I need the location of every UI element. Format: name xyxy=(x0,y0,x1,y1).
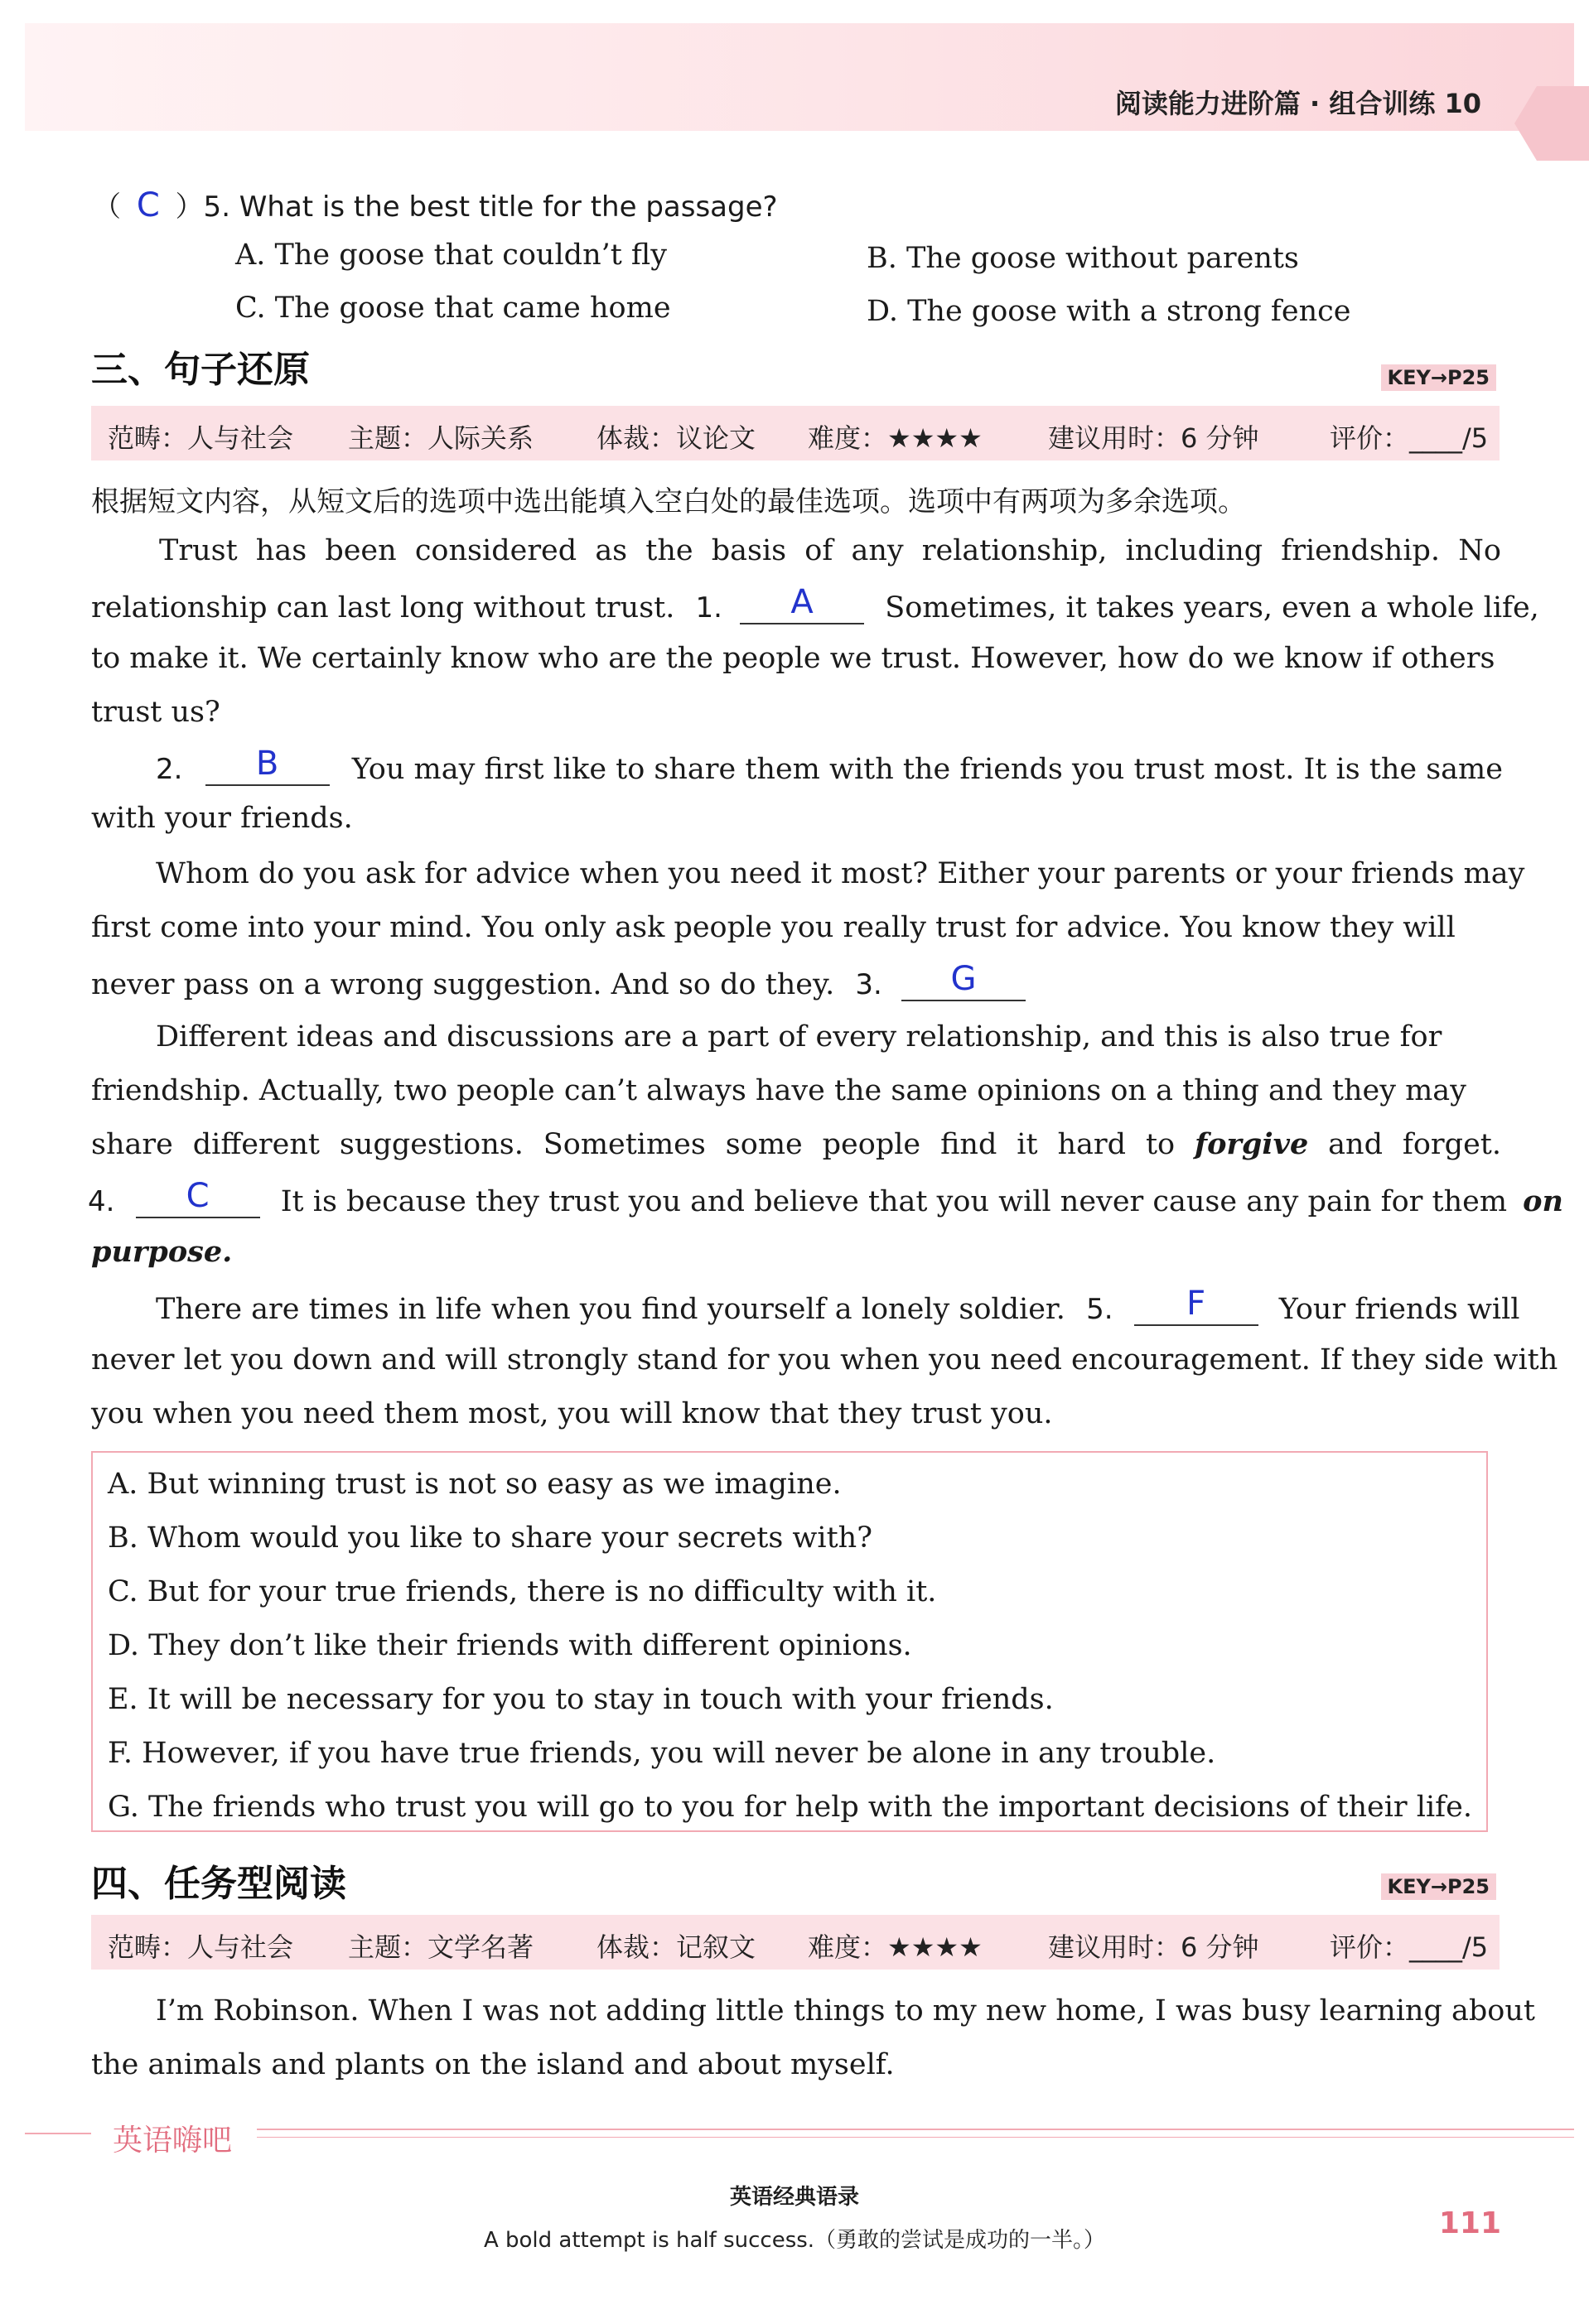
section4-meta-scope: 范畴：人与社会 xyxy=(108,1931,294,1963)
blank-5[interactable]: F xyxy=(1134,1290,1258,1326)
option-d: D. They don’t like their friends with different opinions. xyxy=(108,1629,912,1662)
passage-p4-line3: share different suggestions. Sometimes some people find it hard to forgive and forget. xyxy=(91,1127,1501,1161)
question5-option-b: B. The goose without parents xyxy=(867,242,1299,275)
passage-p4-line2: friendship. Actually, two people can’t always have the same opinions on a thing and they may xyxy=(91,1074,1466,1107)
passage-p2-line1: 2. B You may first like to share them with the friends you trust most. It is the same xyxy=(156,745,1503,786)
footer-rule-right-1 xyxy=(257,2129,1574,2130)
option-e: E. It will be necessary for you to stay in touch with your friends. xyxy=(108,1683,1054,1716)
option-f: F. However, if you have true friends, you will never be alone in any trouble. xyxy=(108,1737,1216,1770)
option-a: A. But winning trust is not so easy as we imagine. xyxy=(108,1468,842,1501)
section4-key-tag: KEY→P25 xyxy=(1381,1873,1496,1900)
section4-title: 四、任务型阅读 xyxy=(91,1863,346,1905)
section3-meta-scope: 范畴：人与社会 xyxy=(108,422,294,454)
passage-p5-line2: never let you down and will strongly stand for you when you need encouragement. If they side with xyxy=(91,1343,1558,1377)
blank-1[interactable]: A xyxy=(740,588,864,624)
passage-p4-line4: 4. C It is because they trust you and believe that you will never cause any pain for them on xyxy=(88,1177,1563,1218)
section3-meta-score: 评价：____/5 xyxy=(1330,422,1489,454)
question5-stem: （ C ）5. What is the best title for the passage? xyxy=(93,186,778,224)
passage-p1-line1: Trust has been considered as the basis of any relationship, including friendship. No xyxy=(159,534,1501,567)
passage-p3-line2: first come into your mind. You only ask people you really trust for advice. You know they will xyxy=(91,911,1456,944)
section3-instruction: 根据短文内容，从短文后的选项中选出能填入空白处的最佳选项。选项中有两项为多余选项。 xyxy=(91,485,1246,518)
question5-answer: C xyxy=(136,186,160,224)
passage-p1-line4: trust us? xyxy=(91,696,220,729)
section3-meta-theme: 主题：人际关系 xyxy=(348,422,534,454)
section4-meta-bar xyxy=(91,1915,1500,1970)
option-c: C. But for your true friends, there is no difficulty with it. xyxy=(108,1575,937,1608)
passage-p3-line1: Whom do you ask for advice when you need it most? Either your parents or your friends may xyxy=(156,857,1525,890)
keyword-purpose: purpose xyxy=(91,1235,223,1269)
passage-p4-line1: Different ideas and discussions are a part of every relationship, and this is also true for xyxy=(156,1020,1442,1054)
passage-p5-line1: There are times in life when you find yourself a lonely soldier. 5. F Your friends will xyxy=(156,1285,1520,1326)
section4-meta-time: 建议用时：6 分钟 xyxy=(1048,1931,1259,1963)
blank-4[interactable]: C xyxy=(136,1182,260,1218)
blank-2[interactable]: B xyxy=(205,750,330,786)
section3-meta-bar xyxy=(91,406,1500,460)
section4-meta-score: 评价：____/5 xyxy=(1330,1931,1489,1963)
header-title: 阅读能力进阶篇 · 组合训练 10 xyxy=(1114,88,1481,119)
footer-rule-left xyxy=(25,2133,91,2134)
section4-meta-difficulty: 难度：★★★★ xyxy=(808,1931,983,1963)
section3-title: 三、句子还原 xyxy=(91,349,310,391)
blank-3[interactable]: G xyxy=(901,965,1026,1001)
footer-rule-right-2 xyxy=(257,2137,1574,2138)
passage-p5-line3: you when you need them most, you will know that they trust you. xyxy=(91,1397,1053,1430)
section3-key-tag: KEY→P25 xyxy=(1381,364,1496,391)
section4-p1-line2: the animals and plants on the island and about myself. xyxy=(91,2048,895,2081)
question5-option-c: C. The goose that came home xyxy=(235,292,671,325)
footer-brand: 英语嗨吧 xyxy=(113,2124,233,2158)
passage-p1-line3: to make it. We certainly know who are the people we trust. However, how do we know if others xyxy=(91,642,1495,675)
passage-p4-line5: purpose. xyxy=(91,1235,233,1269)
section3-meta-time: 建议用时：6 分钟 xyxy=(1048,422,1259,454)
footer-quote-title: 英语经典语录 xyxy=(729,2185,859,2210)
passage-p2-line2: with your friends. xyxy=(91,802,353,835)
question5-option-a: A. The goose that couldn’t fly xyxy=(235,239,668,272)
section4-p1-line1: I’m Robinson. When I was not adding little things to my new home, I was busy learning about xyxy=(156,1994,1535,2027)
option-b: B. Whom would you like to share your secrets with? xyxy=(108,1521,872,1555)
page-number: 111 xyxy=(1438,2206,1501,2240)
footer-quote: A bold attempt is half success.（勇敢的尝试是成功的一半。） xyxy=(483,2228,1106,2253)
question5-option-d: D. The goose with a strong fence xyxy=(867,295,1351,328)
section3-meta-genre: 体裁：议论文 xyxy=(596,422,756,454)
keyword-forgive: forgive xyxy=(1195,1127,1309,1161)
passage-p1-line2: relationship can last long without trust. 1. A Sometimes, it takes years, even a whole life, xyxy=(91,583,1539,624)
keyword-on: on xyxy=(1523,1184,1563,1218)
section4-meta-genre: 体裁：记叙文 xyxy=(596,1931,756,1963)
passage-p3-line3: never pass on a wrong suggestion. And so do they. 3. G xyxy=(91,965,1026,1001)
section4-meta-theme: 主题：文学名著 xyxy=(348,1931,534,1963)
option-g: G. The friends who trust you will go to you for help with the important decisions of their life. xyxy=(108,1791,1472,1824)
section3-meta-difficulty: 难度：★★★★ xyxy=(808,422,983,454)
